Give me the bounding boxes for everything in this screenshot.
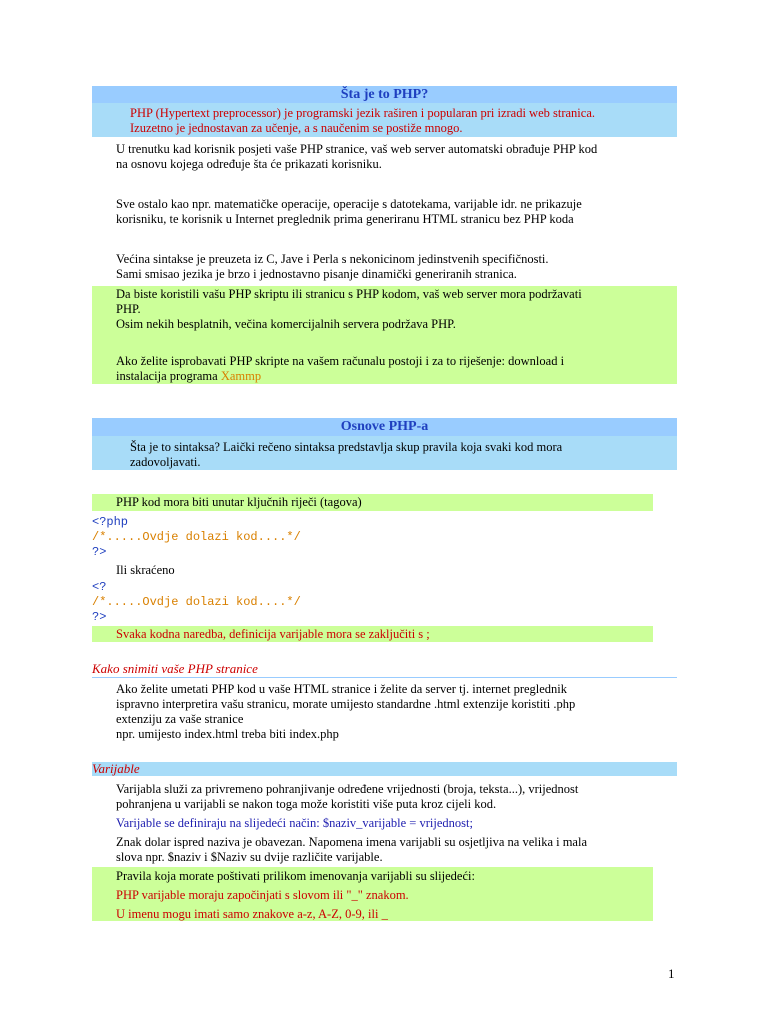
- paragraph-line: Varijabla služi za privremeno pohranjivanje određene vrijednosti (broja, teksta...), vrijednost: [116, 782, 579, 796]
- code-comment: /*.....Ovdje dolazi kod....*/: [92, 530, 301, 544]
- define-line: Varijable se definiraju na slijedeći način: $naziv_varijable = vrijednost;: [116, 816, 473, 830]
- paragraph-line: [116, 369, 261, 384]
- intro-band-1: [92, 103, 677, 137]
- section-heading: Osnove PHP-a: [340, 419, 429, 434]
- heading-band-1: [92, 86, 677, 103]
- intro-line: Izuzetno je jednostavan za učenje, a s naučenim se postiže mnogo.: [130, 121, 463, 135]
- section-title: Kako snimiti vaše PHP stranice: [92, 661, 258, 676]
- tags-line: PHP kod mora biti unutar ključnih riječi (tagova): [116, 495, 362, 509]
- paragraph-line: Sami smisao jezika je brzo i jednostavno pisanje dinamički generiranih stranica.: [116, 267, 517, 281]
- paragraph-line: extenziju za vaše stranice: [116, 712, 244, 726]
- paragraph-line: Ako želite isprobavati PHP skripte na vašem računalu postoji i za to riješenje: download i: [116, 354, 565, 368]
- intro-band-2: [92, 436, 677, 470]
- rule-band: [92, 626, 653, 642]
- heading-band-2: [92, 418, 677, 436]
- paragraph-line: Osim nekih besplatnih, večina komercijalnih servera podržava PHP.: [116, 317, 456, 331]
- code-open-tag: <?php: [92, 515, 129, 529]
- code-open-tag: <?: [92, 580, 107, 594]
- code-comment: /*.....Ovdje dolazi kod....*/: [92, 595, 301, 609]
- paragraph-line: ispravno interpretira vašu stranicu, morate umijesto standardne .html extenzije koristiti .php: [116, 697, 576, 711]
- paragraph-line: Znak dolar ispred naziva je obavezan. Napomena imena varijabli su osjetljiva na velika i mala: [116, 835, 588, 849]
- paragraph-line: pohranjena u varijabli se nakon toga može koristiti više puta kroz cijeli kod.: [116, 797, 497, 811]
- line-prefix: instalacija programa: [116, 369, 221, 383]
- paragraph-line: Ako želite umetati PHP kod u vaše HTML stranice i želite da server tj. internet preglednik: [116, 682, 568, 696]
- green-band-2: [92, 351, 677, 384]
- section-title: Varijable: [92, 761, 140, 776]
- tags-band: [92, 494, 653, 511]
- paragraph-line: Većina sintakse je preuzeta iz C, Jave i Perla s nekonicinom jedinstvenih specifičnosti.: [116, 252, 549, 266]
- paragraph-line: na osnovu kojega određuje šta će prikazati korisniku.: [116, 157, 382, 171]
- title-underline: [92, 677, 677, 678]
- rule-item: PHP varijable moraju započinjati s slovom ili "_" znakom.: [116, 888, 409, 902]
- xammp-link[interactable]: Xammp: [220, 369, 262, 383]
- variables-band: [92, 762, 677, 776]
- intro-line: Šta je to sintaksa? Laički rečeno sintaksa predstavlja skup pravila koja svaki kod mora: [130, 440, 563, 454]
- rules-band: [92, 867, 653, 921]
- short-label: Ili skraćeno: [116, 563, 175, 577]
- paragraph-line: PHP.: [116, 302, 141, 316]
- paragraph-line: slova npr. $naziv i $Naziv su dvije različite varijable.: [116, 850, 383, 864]
- paragraph-line: Sve ostalo kao npr. matematičke operacije, operacije s datotekama, varijable idr. ne prikazuje: [116, 197, 582, 211]
- paragraph-line: korisniku, te korisnik u Internet preglednik prima generiranu HTML stranicu bez PHP koda: [116, 212, 574, 226]
- paragraph-line: U trenutku kad korisnik posjeti vaše PHP stranice, vaš web server automatski obrađuje PHP kod: [116, 142, 598, 156]
- rule-item: U imenu mogu imati samo znakove a-z, A-Z, 0-9, ili _: [116, 907, 388, 921]
- green-band-1: [92, 286, 677, 332]
- page-number: 1: [668, 966, 675, 981]
- page-title: Šta je to PHP?: [340, 87, 429, 102]
- rules-intro: Pravila koja morate poštivati prilikom imenovanja varijabli su slijedeći:: [116, 869, 475, 883]
- paragraph-line: npr. umijesto index.html treba biti index.php: [116, 727, 339, 741]
- code-close-tag: ?>: [92, 545, 107, 559]
- rule-line: Svaka kodna naredba, definicija varijable mora se zaključiti s ;: [116, 627, 430, 641]
- code-close-tag: ?>: [92, 610, 107, 624]
- green-spacer: [92, 332, 677, 351]
- intro-line: zadovoljavati.: [130, 455, 201, 469]
- intro-line: PHP (Hypertext preprocessor) je programski jezik raširen i popularan pri izradi web stranica.: [130, 106, 596, 120]
- paragraph-line: Da biste koristili vašu PHP skriptu ili stranicu s PHP kodom, vaš web server mora podržavati: [116, 287, 582, 301]
